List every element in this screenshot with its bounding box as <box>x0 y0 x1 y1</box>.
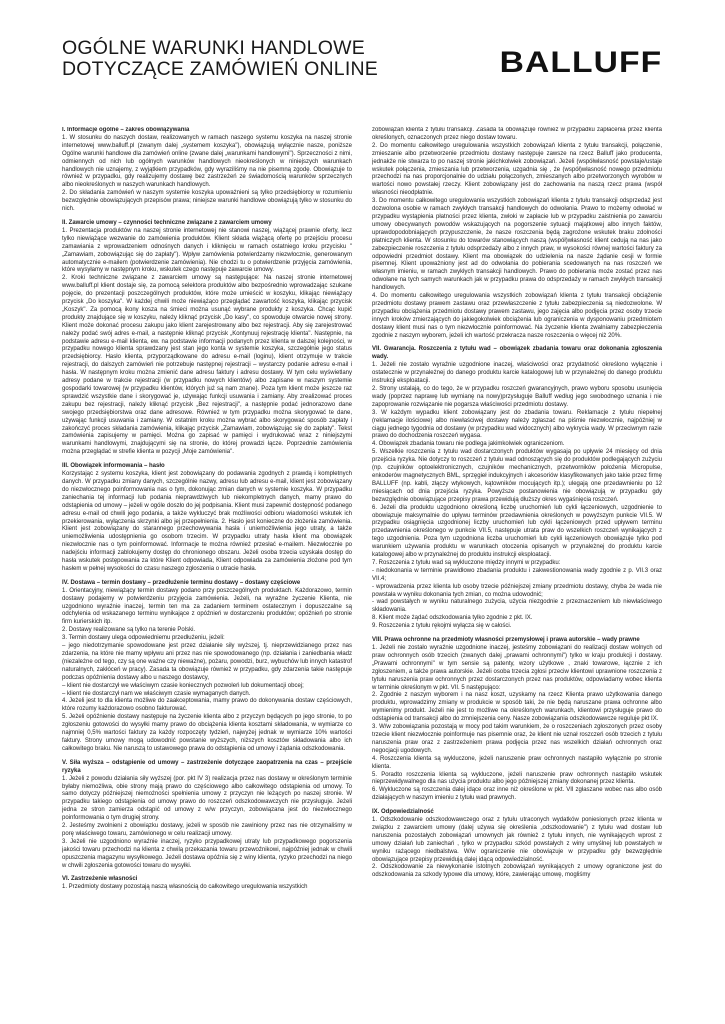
paragraph: - wprowadzenia przez klienta lub osoby trzecie późniejszej zmiany przedmiotu dostawy, chyba że wada nie powstała w wyniku dokonania tych zmian, co można udowodnić; <box>372 583 662 598</box>
section-title: IV. Dostawa – termin dostawy – przedłużenie terminu dostawy – dostawy częściowe <box>62 579 301 586</box>
paragraph: 4. Do momentu całkowitego uregulowania wszystkich zobowiązań klienta z tytułu transakcji obciążenie przedmiotu dostawy prawem zastawu oraz przewłaszczenie z tytułu zabezpieczenia są niedozwolone. W przypadku obciążenia przedmiotu dostawy prawem zastawu, jego zajęcia albo podjęcia przez osoby trzecie innych kroków zmierzających do jakiegokolwiek obciążenia lub ograniczenia w dysponowaniu przedmiotem dostawy klient musi nas o tym niezwłocznie poinformować. Na życzenie klienta zwalniamy zabezpieczenia zgodnie z naszym wyborem, jeżeli ich wartość przekracza nasze roszczenia o więcej niż 20%. <box>372 293 662 339</box>
section <box>372 637 662 803</box>
section-title: VIII. Prawa ochronne na przedmioty własności przemysłowej i prawa autorskie – wady prawne <box>372 637 640 644</box>
paragraph: 3. Do momentu całkowitego uregulowania wszystkich zobowiązań klienta z tytułu transakcji odsprzedaż jest dozwolona osobie w ramach zwykłych transakcji handlowych do odwołania. Prawo to możemy odwołać w przypadku wystąpienia płatności przez klienta, zwłoki w zapłacie lub w przypadku zaistnienia po zawarciu umowy obecywanych powodów wskazujących na pogorszenie sytuacji majątkowej albo innych faktów, uprawdopodobniających przypuszczenie, że nasze roszczenia będą zagrożone wskutek braku zdolności płatniczych klienta. W stosunku do towarów stanowiących naszą (współ)własność klient cedują na nas jako zabezpieczenie roszczenia z tytułu odsprzedaży albo z innych praw, w wysokości równej wartości faktury za odpowiedni przedmiot dostawy. Klient ma obowiązek do udzielenia na nasze żądanie cesji w formie pisemnej. Klient upoważniony jest ad do odwołania do pobierania scedowanych na nas roszczeń we własnym imieniu, w ramach zwykłych transakcji handlowych. Prawo do pobierania może zostać przez nas odwołane na tych samych warunkach jak w przypadku prawa do odsprzedaży w ramach zwykłych transakcji handlowych. <box>372 198 662 292</box>
paragraph: 2. Do składania zamówień w naszym systemie koszyka upoważnieni są tylko przedsiębiorcy w rozumieniu bezwzględnie obowiązujących przepisów prawa; niniejsze warunki handlowe obowiązują tylko w stosunku do nich. <box>62 190 352 213</box>
title-line-1: OGÓLNE WARUNKI HANDLOWE <box>62 37 365 59</box>
paragraph: 3. W/w zobowiązania pozostają w mocy pod takim warunkiem, że o roszczeniach zgłoszonych przez osoby trzecie klient niezwłocznie poinformuje nas pisemnie oraz, że klient nie uznał roszczeń osób trzecich z tytułu naruszenia praw oraz z zastrzeżeniem prawa podjęcia przez nas wszelkich działań ochronnych oraz negocjacji ugodowych. <box>372 724 662 754</box>
section <box>62 220 352 457</box>
paragraph: 9. Roszczenia z tytułu rękojmi wyłącza się w całości. <box>372 623 512 630</box>
paragraph: 1. Orientacyjny, niewiążący termin dostawy podano przy poszczególnych produktach. Każdorazowo, termin dostawy podajemy w potwierdzeniu przyjęcia zamówienia. Jeżeli, na wyraźne życzenie Klienta, nie uzgodniono wyraźnie inaczej, termin ten ma za zadaniem terminem ostatecznym i dopuszczalne są odchylenia od wskazanego terminu wynikające z opóźnień w dostarczeniu produktów; opóźnień po stronie firm kurierskich itp. <box>62 587 352 626</box>
paragraph: – klient nie dostarczył nam we właściwym czasie wymaganych danych. <box>62 690 251 697</box>
section <box>62 463 352 574</box>
left-column <box>62 127 352 1017</box>
section-title: V. Siła wyższa – odstąpienie od umowy – zastrzeżenie dotyczące zaopatrzenia na czas – przejście ryzyka <box>62 759 352 774</box>
paragraph: Korzystając z systemu koszyka, klient jest zobowiązany do podawania zgodnych z prawdą i kompletnych danych. W przypadku zmiany danych, szczególnie nazwy, adresu lub adresu e-mail, klient jest zobowiązany do niezwłocznego poinformowania nas o tym, dokonując zmian danych w systemie koszyka. W przypadku zaniechania tej informacji lub podania nieprawdziwych lub niekompletnych danych, mamy prawo do odstąpienia od umowy – jeżeli w ogóle doszło do jej podpisania. Klient musi zapewnić dostępność podanego adresu e-mail od chwili jego podania, a także wykluczyć brak możliwości odbioru wiadomości wskutek ich przekierowania, wyłączenia skrzynki albo jej przepełnienia. 2. Hasło jest konieczne do złożenia zamówienia. Klient jest zobowiązany do starannego przechowywania hasła i uniemożliwienia jego utraty, a także uniemożliwienia udostępnienia go osobom trzecim. W przypadku utraty hasła klient ma obowiązek niezwłocznie nas o tym poinformować. Informacje te można również przesłać e-mailem. Niezwłocznie po nadejściu informacji zablokujemy dostęp do chronionego obszaru. Jeżeli osoba trzecia uzyskała dostęp do hasła wskutek postępowania za które Klient odpowiada, Klient odpowiada za zamówienia złożone pod tym hasłem w pełnej wysokości do czasu naszego zgłoszenia o utracie hasła. <box>62 471 352 572</box>
paragraph: 1. Jeżeli nie zostało wyraźnie uzgodnione inaczej, jesteśmy zobowiązani do realizacji dostaw wolnych od praw ochronnych osób trzecich (zwanych dalej „prawami ochronnymi") tylko w kraju produkcji i dostawy. „Prawami ochronnymi" w tym sensie są patenty, wzory użytkowe , znaki towarowe, łącznie z ich zgłoszeniem, a także prawa autorskie. Jeżeli osoba trzecia zgłosi przeciw klientowi uprawnione roszczenia z tytułu naruszenia praw ochronnych przez dostarczonych przez nas produktów, odpowiadamy wobec klienta w terminie określonym w pkt. VII. 5 następująco: <box>372 645 662 691</box>
document-title <box>62 38 378 80</box>
paragraph: 4. Obowiązek zbadania towaru nie podlega jakimkolwiek ograniczeniom. <box>372 441 565 448</box>
paragraph: zobowiązań klienta z tytułu transakcji. Zasada ta obowiązuje również w przypadku zapłacenia przez klienta określonych, oznaczonych przez niego dostaw towaru. <box>372 127 662 141</box>
paragraph: 3. W każdym wypadku klient zobowiązany jest do zbadania towaru. Reklamacje z tytułu niepełnej (reklamacje ilościowe) albo niewłaściwej dostawy należy zgłaszać na piśmie niezwłocznie, najpóźniej w ciągu jednego tygodnia od dostawy (w przypadku wad widocznych) albo wykrycia wady. W przeciwnym razie prawo do dochodzenia roszczeń wygasa. <box>372 409 662 440</box>
paragraph: - wad powstałych w wyniku naturalnego zużycia, użycia niezgodnie z przeznaczeniem lub niewłaściwego składowania. <box>372 599 662 614</box>
section <box>372 346 662 631</box>
paragraph: 6. Wykluczone są roszczenia dalej idące oraz inne niż określone w pkt. VII zgłaszane wobec nas albo osób działających w naszym imieniu z tytułu wad prawnych. <box>372 787 662 802</box>
paragraph: 2. Do momentu całkowitego uregulowania wszystkich zobowiązań klienta z tytułu transakcji, połączenie, zmieszanie albo przetworzenie przedmiotu dostawy następuje zawsze na rzecz Balluff jako producenta, jednakże nie stwarza to po naszej stronie jakichkolwiek zobowiązań. Jeżeli (współwłasność powstaje/ustaje wskutek połączenia, zmieszania lub przetworzenia, uzgadnia się , że (współ)własność nowego przedmiotu przechodzi na nas proporcjonalnie do udziału połączonych, zmieszanych albo przetworzonych wyrobów w wartości nowo powstałej rzeczy. Klient zobowiązany jest do zachowania na naszą rzecz prawa (współ własności nieodpłatnie. <box>372 142 662 197</box>
section <box>62 580 352 754</box>
paragraph: 1. W stosunku do naszych dostaw, realizowanych w ramach naszego systemu koszyka na naszej stronie internetowej www.balluff.pl (zwanym dalej „systemem koszyka"), obowiązują wyłącznie nasze, poniższe Ogólne warunki handlowe dla zamówień online (zwane dalej „warunkami handlowymi"). Sprzeczności z nimi, odmiennych od nich lub ogólnych warunków handlowych nieokreślonych w niniejszych warunkach handlowych nie uznajemy, z wyjątkiem przypadków, gdy wyraziliśmy na nie pisemną zgodę. Obowiązuje to również w przypadku, gdy realizujemy dostawę bez zastrzeżeń ze świadomością warunków sprzecznych albo nieokreślonych w naszych warunkach handlowych. <box>62 134 352 189</box>
section-title: VI. Zastrzeżenie własności <box>62 876 138 883</box>
section-title: II. Zawarcie umowy – czynności techniczne związane z zawarciem umowy <box>62 219 272 226</box>
paragraph: 3. Jeżeli nie uzgodniono wyraźnie inaczej, ryzyko przypadkowej utraty lub przypadkowego pogorszenia jakości towaru przechodzi na klienta z chwilą przekazania towaru przewoźnikowi, najpóźniej jednak w chwili opuszczenia magazynu wysyłkowego. Jeżeli dostawa opóźnia się z winy klienta, ryzyko przechodzi na niego w chwili zgłoszenia gotowości towaru do wysyłki. <box>62 838 352 869</box>
section <box>62 127 352 214</box>
paragraph: 1. Jeżeli nie zostało wyraźnie uzgodnione inaczej, właściwości oraz przydatność określono wyłącznie i ostatecznie w przynależnej do danego produktu karcie katalogowej lub w przynależnej do danego produktu instrukcji eksploatacji. <box>372 362 662 385</box>
paragraph: 4. Roszczenia klienta są wykluczone, jeżeli naruszenie praw ochronnych nastąpiło wyłącznie po stronie klienta. <box>372 755 662 770</box>
paragraph: 6. Jeżeli dla produktu uzgodniono określoną liczbę uruchomień lub cykli łączeniowych, uzgodnienie to obowiązuje maksymalnie do upływu terminów przedawnienia określonych w powyższym punkcie VII.5. W przypadku osiągnięcia uzgodnionej liczby uruchomień lub cykli łączeniowych przed upływem terminu przedawnienia określonego w punkcie VII.5, następuje utrata praw do wszelkich roszczeń wynikających z tego uzgodnienia. Poza tym uzgodniona liczba uruchomień lub cykli łączeniowych obowiązuje tylko pod warunkiem używania produktu w warunkach otoczenia opisanych w przynależnej do produktu karcie katalogowej albo w przynależnej do produktu instrukcji eksploatacji. <box>372 504 662 559</box>
paragraph: 4. Jeżeli jest to dla klienta możliwe do zaakceptowania, mamy prawo do dokonywania dostaw częściowych, które rozumy każdorazowo osobno fakturować. <box>62 698 352 713</box>
paragraph: 2. Kroki techniczne związane z zawarciem umowy są następujące: Na naszej stronie internetowej www.balluff.pl klient dostaje się, za pomocą selektora produktów albo bezpośrednio wprowadzając szukane pojęcie, do prezentacji poszczególnych produktów, które może umieścić w koszyku, klikając niewiążący przycisk „Do koszyka". W każdej chwili może niewiążąco przeglądać zawartość koszyka, klikając przycisk „Koszyk". Za pomocą ikony kosza na śmieci można usunąć wybrane produkty z koszyka. Chcąc kupić produkty znajdujące się w koszyku, należy kliknąć przycisk „Do kasy", co spowoduje otwarcie nowej strony. Klient może dokonać procesu zakupu jako klient zarejestrowany albo bez rejestracji. Aby się zarejestrować należy podać swój adres e-mail, a następnie kliknąć przycisk „Kontynuuj rejestrację klienta". Następnie, na podstawie adresu e-mail klienta, ew. na podstawie informacji podanych przez klienta w dalszej kolejności, w przypadku nowego klienta sprawdzany jest stan jego konta w systemie koszyka, szczegółnie jego status przedsiębiorcy. Hasło klienta, przyporządkowane do adresu e-mail (loginu), klient otrzymuje w trakcie rejestracji, do dalszych zamówień nie potrzebuje następnej rejestracji – wystarczy podanie adresu e-mail i hasła. W następnym kroku można zmienić dane adresu faktury i adresu dostawy. W tym celu wyświetlany adresy podane w trakcie rejestracji (w przypadku nowych klientów) albo zapisane w naszym systemie gospodarki towarowej (w przypadku klientów, których już są nam znane). Poza tym klient może jeszcze raz sprawdzić wszystkie dane i skorygować je, używając funkcji usuwania i zamiany. Aby zrealizować proces zakupu bez rejestracji, należy kliknąć przycisk „Bez rejestracji", a następnie podać jednorazowo dane swojego przedsiębiorstwa oraz dane adresowe. Również w tym przypadku można skorygować te dane, używając funkcji usuwania i zamiany. W ostatnim kroku można wybrać albo skorygować sposób zapłaty i zakończyć proces składania zamówienia, klikając przycisk „Zamawiam, zobowiązując się do zapłaty". Tekst zamówienia zapisujemy w pamięci. Można go zapisać w pamięci i wydrukować wraz z niniejszymi warunkami handlowymi, znajdującymi się na stronie, do której prowadzi łącze. Poprzednie zamówienia można przeglądać w strefie klienta w pozycji „Moje zamówienia". <box>62 275 352 456</box>
paragraph: 3. Termin dostawy ulega odpowiedniemu przedłużeniu, jeżeli: <box>62 635 225 642</box>
section <box>62 876 352 892</box>
paragraph: – klient nie dostarczył we właściwym czasie koniecznych pozwoleń lub dokumentacji obcej; <box>62 682 304 689</box>
paragraph: 2. Zgodnie z naszym wyborem i na nasz koszt, uzyskamy na rzecz Klienta prawo użytkowania danego produktu, wprowadzimy zmiany w produkcie w sposób taki, że nie będą naruszane prawa ochronne albo wymienimy produkt. Jeżeli nie jest to możliwe na określonych warunkach, klientowi przysługuje prawo do odstąpienia od transakcji albo do zmniejszenia ceny. Nasze zobowiązania odszkodowawcze reguluje pkt IX. <box>372 692 662 723</box>
title-line-2: DOTYCZĄCE ZAMÓWIEŃ ONLINE <box>62 58 378 80</box>
section <box>62 760 352 871</box>
paragraph: 5. Poradto roszczenia klienta są wykluczone, jeżeli naruszenie praw ochronnych nastąpiło wskutek nieprzewidywalnego dla nas użycia produktu albo jego późniejszej zmiany dokonanej przez klienta. <box>372 771 662 786</box>
section-title: I. Informacje ogólne – zakres obowiązywania <box>62 127 190 133</box>
section-title: IX. Odpowiedzialność <box>372 809 434 816</box>
section-title: VII. Gwarancja. Roszczenia z tytułu wad – obowiązek zbadania towaru oraz dokonania zgłoszenia wady. <box>372 346 662 361</box>
paragraph: 2. Jesteśmy zwolnieni z obowiązku dostawy, jeżeli w sposób nie zawiniony przez nas nie otrzymaliśmy w porę właściwego towaru, zamówionego w celu realizacji umowy. <box>62 823 352 837</box>
paragraph: 2. Odszkodowanie za niewykonanie istotnych zobowiązań wynikających z umowy ograniczone jest do odszkodowania za szkody typowe dla umowy, które, zawierając umowę, mogliśmy <box>372 864 662 879</box>
right-column <box>372 127 662 1017</box>
paragraph: 1. Jeżeli z powodu działania siły wyższej (por. pkt IV 3) realizacja przez nas dostawy w określonym terminie byłaby niemożliwa, obie strony mają prawo do częściowego albo całkowitego odstąpienia od umowy. To samo dotyczy późniejszej niemożności spełnienia umowy z przyczyn nie leżących po naszej stronie. W przypadku takiego odstąpienia od umowy prawo do roszczeń odszkodowawczych nie przysługuje. Jeżeli jedna ze stron zamierza odstąpić od umowy z w/w przyczyn, zobowiązana jest do niezwłocznego poinformowania o tym drugiej strony. <box>62 775 352 822</box>
paragraph: - niedokonania w terminie prawidłowo zbadania produktu i zakwestionowania wady zgodnie z p. VII.3 oraz VII.4; <box>372 567 662 582</box>
paragraph: 1. Przedmioty dostawy pozostają naszą własnością do całkowitego uregulowania wszystkich <box>62 884 308 891</box>
paragraph: 1. Prezentacja produktów na naszej stronie internetowej nie stanowi naszej, wiążącej prawnie oferty, lecz tylko niewiążące wezwanie do zamówienia produktów. Klient składa wiążącą ofertę po przejściu procesu zamawiania z wprowadzeniem odnośnych danych i kliknięciu w ramach ostatniego kroku przycisku " „Zamawiam, zobowiązując się do zapłaty"). Wpływ zamówienia potwierdzamy niezwłocznie, generowanym automatycznie e-mailem (potwierdzenie zamówienia). Nie chodzi tu o potwierdzenie przyjęcia zamówienia, które wysyłamy w następnym kroku, wskutek czego następuje zawarcie umowy. <box>62 227 352 274</box>
document-header <box>62 38 662 108</box>
paragraph: 8. Klient może żądać odszkodowania tylko zgodnie z pkt. IX. <box>372 615 533 622</box>
section-title: III. Obowiązek informowania – hasło <box>62 463 165 470</box>
paragraph: 1. Odszkodowanie odszkodowawczego oraz z tytułu utraconych wydatków poniesionych przez klienta w związku z zawarciem umowy (dalej używa się określenia „odszkodowanie") z tytułu wad dostaw lub naruszenia pozostałych zobowiązań umownych jak również z tytułu innych, nie wynikających wprost z umowy działań lub zaniechań , tylko w przypadku szkód powstałych z winy umyślnej lub powstałych w wyniku rażącego niedbalstwa. W/w ograniczenie nie obowiązuje w przypadku gdy bezwzględnie obowiązujące przepisy przewidują dalej idącą odpowiedzialność. <box>372 817 662 863</box>
paragraph: 5. Wszelkie roszczenia z tytułu wad dostarczonych produktów wygasają po upływie 24 miesięcy od dnia przejścia ryzyka. Nie dotyczy to roszczeń z tytułu wad odnoszących się do produktów podlegających zużyciu (np. czujników optoelektronicznych, czujników mechanicznych, przetworników położenia Micropulse, enkoderów magnetycznych BML, sprzęgieł indukcyjnych i akcesoriów klasyfikowanych jako takie przez firmę BALLUFF (np. kabli, złączy wtykowych, kątowników mocujących itp.); ulegają one przedawnieniu po 12 miesiącach od dnia przejścia ryzyka. Powyższe postanowienia nie obowiązują w przypadku gdy bezwzględnie obowiązujące przepisy prawa przewidują dłuższy okres wygaśnięcia roszczeń. <box>372 449 662 503</box>
paragraph: 2. Dostawy realizowane są tylko na terenie Polski. <box>62 627 196 634</box>
section <box>372 809 662 880</box>
paragraph: – jego niedotrzymanie spowodowane jest przez działanie siły wyższej, tj. nieprzewidzianego przez nas zdarzenia, na które nie mamy wpływu ani przez nas nie spowodowanego (np. działania i zaniedbania władz (niezależne od tego, czy są one ważne czy nieważne), pożaru, powodzi, burz, wybuchów lub innych katastrof naturalnych, zakłóceń w pracy). Zasada ta obowiązuje również w przypadku, gdy zdarzenia takie następuje podczas opóźnienia dostawy albo u naszego dostawcy, <box>62 643 352 681</box>
paragraph: 2. Strony ustalają, co do tego, że w przypadku roszczeń gwarancyjnych, prawo wyboru sposobu usunięcia wady (poprzez naprawę lub wymianę na nowy)przysługuje Balluff według jego swobodnego uznania i nie zapoprowanie rozwiązanie nie pogarsza właściwości przedmiotu dostawy. <box>372 386 662 408</box>
paragraph: 5. Jeżeli opóźnienie dostawy następuje na życzenie klienta albo z przyczyn będących po jego stronie, to po zgłoszeniu gotowości do wysyłki mamy prawo do obciążenia klienta kosztami składowania, w wymiarze co najmniej 0,5% wartości faktury za każdy rozpoczęty tydzień, najwyżej jednak w wymiarze 10% wartości faktury. Strony umowy mogą udowodnić powstanie wyższych, niższych kosztów składowania albo ich całkowitego braku. Nie naruszą to ustawowego prawa do odstąpienia od umowy i żądania odszkodowania. <box>62 714 352 752</box>
balluff-logo: BALLUFF <box>499 46 662 79</box>
section <box>372 127 662 340</box>
paragraph: 7. Roszczenia z tytułu wad są wykluczone między innymi w przypadku: <box>372 559 561 566</box>
